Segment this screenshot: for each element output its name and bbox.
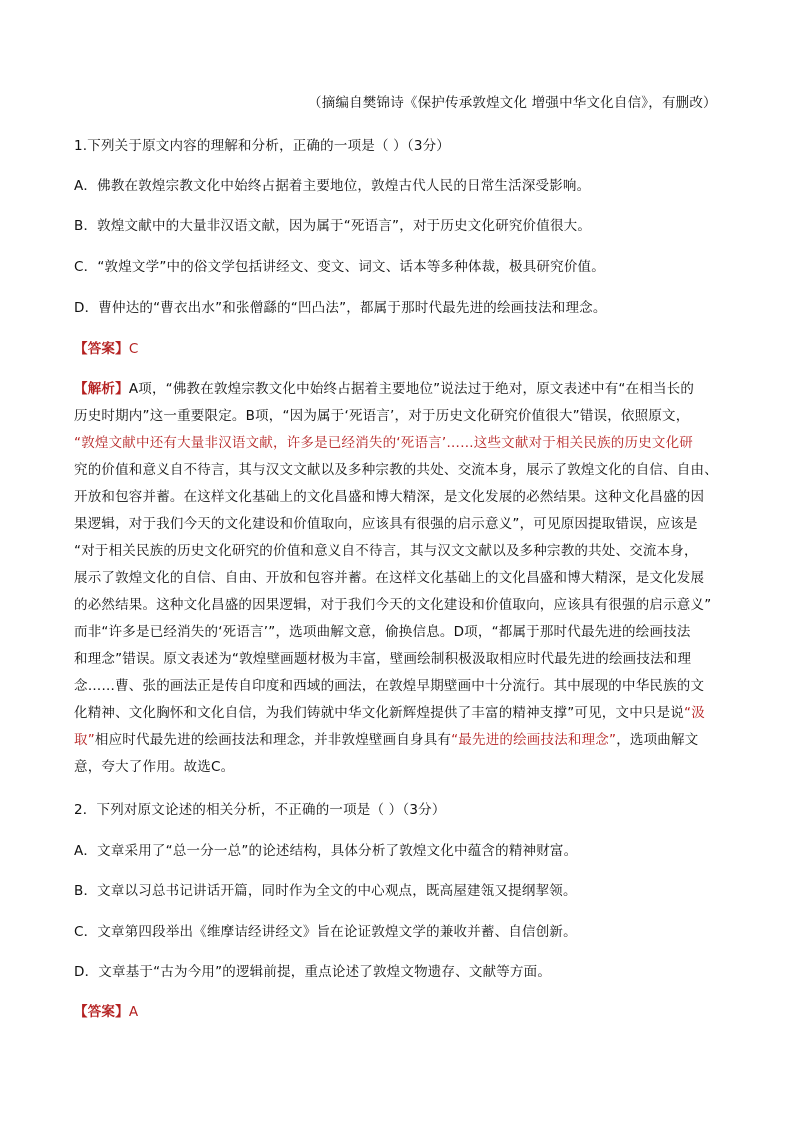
analysis-line: [74, 623, 691, 641]
quoted-source-text: “汲: [684, 705, 705, 721]
question-1-option-b: B．敦煌文献中的大量非汉语文献，因为属于“死语言”，对于历史文化研究价值很大。: [74, 218, 592, 234]
analysis-text: 而非“许多是已经消失的‘死语言’”，选项曲解文意，偷换信息。D项，“都属于那时代最先进的绘画技法: [74, 624, 691, 640]
question-1-option-c: C．“敦煌文学”中的俗文学包括讲经文、变文、词文、话本等多种体裁，极具研究价值。: [74, 259, 605, 275]
analysis-text: 相应时代最先进的绘画技法和理念，并非敦煌壁画自身具有: [94, 732, 452, 748]
analysis-line: [74, 542, 698, 560]
analysis-line: [74, 515, 698, 533]
quoted-source-text: 取”: [74, 732, 95, 748]
question-1-answer: [74, 340, 138, 358]
question-2-option-d: D．文章基于“古为今用”的逻辑前提，重点论述了敦煌文物遗存、文献等方面。: [74, 964, 552, 980]
analysis-text: 和理念”错误。原文表述为“敦煌壁画题材极为丰富，壁画绘制积极汲取相应时代最先进的绘画技法和理: [74, 651, 692, 667]
analysis-line: [74, 731, 698, 749]
analysis-line: [74, 407, 689, 425]
question-2-option-c: C．文章第四段举出《维摩诘经讲经文》旨在论证敦煌文学的兼收并蓄、自信创新。: [74, 924, 577, 940]
analysis-line: [74, 758, 234, 776]
analysis-line: [74, 677, 704, 695]
analysis-text: 究的价值和意义自不待言，其与汉文文献以及多种宗教的共处、交流本身，展示了敦煌文化的自信、自由、: [74, 462, 718, 478]
analysis-line: [74, 704, 705, 722]
analysis-label: 【解析】: [74, 381, 129, 397]
analysis-text: 历史时期内”这一重要限定。B项，“因为属于‘死语言’，对于历史文化研究价值很大”错误，依照原文，: [74, 408, 690, 424]
question-2-stem: 2．下列对原文论述的相关分析，不正确的一项是（ ）（3分）: [74, 802, 446, 818]
answer-value: C: [128, 341, 139, 357]
analysis-text: 意，夸大了作用。故选C。: [74, 759, 235, 775]
quoted-source-text: “最先进的绘画技法和理念”: [451, 732, 617, 748]
answer-label: 【答案】: [74, 341, 129, 357]
question-2-option-a: A．文章采用了“总一分一总”的论述结构，具体分析了敦煌文化中蕴含的精神财富。: [74, 843, 578, 859]
analysis-text: 果逻辑，对于我们今天的文化建设和价值取向，应该具有很强的启示意义”，可见原因提取错误，应该是: [74, 516, 698, 532]
analysis-line: [74, 569, 704, 587]
analysis-line: [74, 488, 704, 506]
question-2-answer: [74, 1003, 138, 1021]
question-1-option-d: D．曹仲达的“曹衣出水”和张僧繇的“凹凸法”，都属于那时代最先进的绘画技法和理念。: [74, 300, 607, 316]
question-2-option-b: B．文章以习总书记讲话开篇，同时作为全文的中心观点，既高屋建瓴又提纲挈领。: [74, 883, 577, 899]
analysis-text: 念……曹、张的画法正是传自印度和西域的画法，在敦煌早期壁画中十分流行。其中展现的中华民族的文: [74, 678, 705, 694]
answer-label: 【答案】: [74, 1004, 129, 1020]
analysis-line: [74, 461, 718, 479]
answer-value: A: [128, 1004, 139, 1020]
question-1-stem: 1.下列关于原文内容的理解和分析，正确的一项是（ ）（3分）: [74, 138, 451, 154]
quoted-source-text: “敦煌文献中还有大量非汉语文献，许多是已经消失的‘死语言’……这些文献对于相关民族的历史文化研: [74, 435, 693, 451]
analysis-text: 化精神、文化胸怀和文化自信，为我们铸就中华文化新辉煌提供了丰富的精神支撑”可见，文中只是说: [74, 705, 684, 721]
analysis-line: [74, 650, 691, 668]
analysis-text: ，选项曲解文: [616, 732, 699, 748]
analysis-text: “对于相关民族的历史文化研究的价值和意义自不待言，其与汉文文献以及多种宗教的共处、交流本身，: [74, 543, 698, 559]
analysis-line: [74, 596, 711, 614]
analysis-line: [74, 380, 694, 398]
question-1-option-a: A．佛教在敦煌宗教文化中始终占据着主要地位，敦煌古代人民的日常生活深受影响。: [74, 178, 591, 194]
analysis-line: [74, 434, 693, 452]
source-citation: （摘编自樊锦诗《保护传承敦煌文化 增强中华文化自信》，有删改）: [308, 95, 717, 111]
analysis-text: 开放和包容并蓄。在这样文化基础上的文化昌盛和博大精深，是文化发展的必然结果。这种文化昌盛的因: [74, 489, 705, 505]
analysis-text: 展示了敦煌文化的自信、自由、开放和包容并蓄。在这样文化基础上的文化昌盛和博大精深，是文化发展: [74, 570, 705, 586]
analysis-text: A项，“佛教在敦煌宗教文化中始终占据着主要地位”说法过于绝对，原文表述中有“在相当长的: [128, 381, 695, 397]
analysis-text: 的必然结果。这种文化昌盛的因果逻辑，对于我们今天的文化建设和价值取向，应该具有很强的启示意义”: [74, 597, 712, 613]
